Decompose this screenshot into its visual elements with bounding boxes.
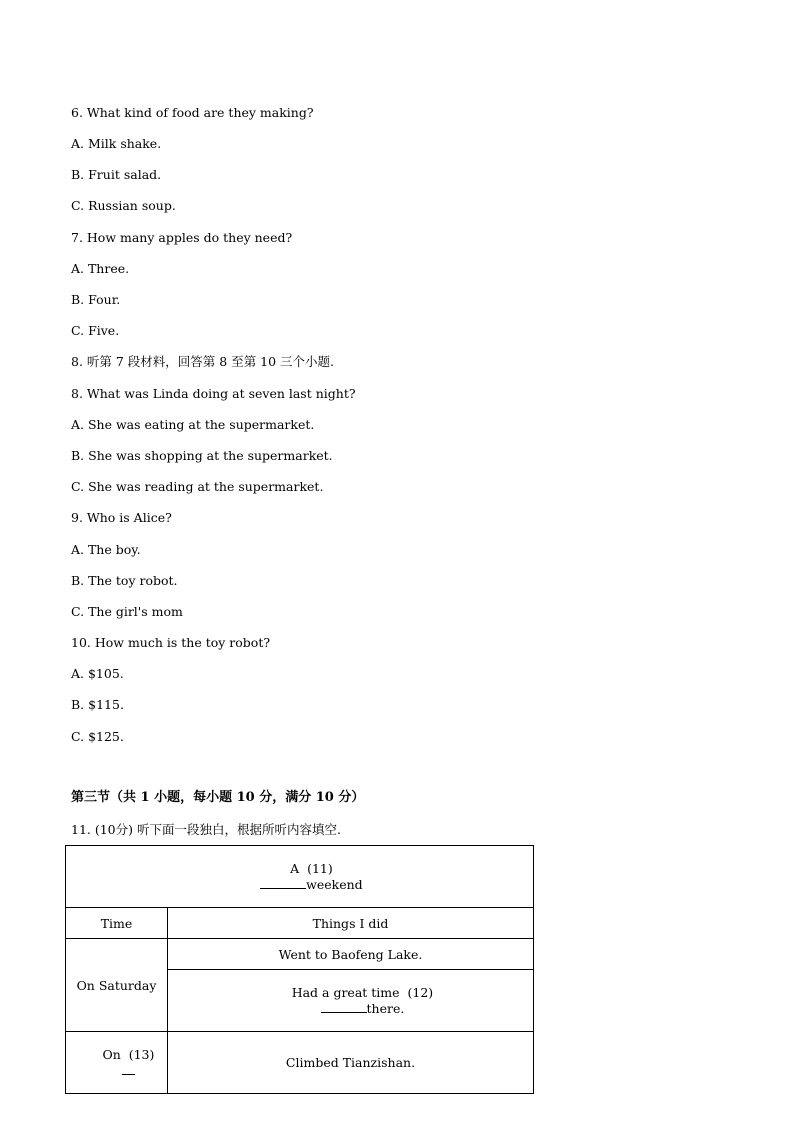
question-6-option-b: B. Fruit salad.	[71, 167, 162, 182]
question-10-option-a: A. $105.	[71, 666, 124, 681]
question-8-option-a: A. She was eating at the supermarket.	[71, 417, 315, 432]
question-6-option-a: A. Milk shake.	[71, 136, 162, 151]
question-9-stem: 9. Who is Alice?	[71, 510, 172, 525]
great-time-prefix: Had a great time (12)	[291, 985, 434, 1000]
question-8-option-c: C. She was reading at the supermarket.	[71, 479, 324, 494]
blank-13[interactable]	[122, 1062, 135, 1075]
column-header-things: Things I did	[168, 908, 534, 939]
question-7-stem: 7. How many apples do they need?	[71, 230, 293, 245]
question-10-option-b: B. $115.	[71, 697, 124, 712]
row-time-saturday: On Saturday	[66, 939, 168, 1032]
great-time-suffix: there.	[366, 1001, 405, 1016]
question-9-option-c: C. The girl's mom	[71, 604, 183, 619]
question-9-option-b: B. The toy robot.	[71, 573, 178, 588]
question-7-option-a: A. Three.	[71, 261, 130, 276]
question-11-instruction: 11. (10分) 听下面一段独白，根据所听内容填空.	[71, 822, 341, 837]
row-thing-tianzishan: Climbed Tianzishan.	[168, 1032, 534, 1094]
question-8-stem: 8. What was Linda doing at seven last night?	[71, 386, 356, 401]
listening-instruction: 8. 听第 7 段材料，回答第 8 至第 10 三个小题.	[71, 354, 335, 369]
row-thing-baofeng: Went to Baofeng Lake.	[168, 939, 534, 970]
blank-11[interactable]	[260, 876, 306, 889]
question-7-option-c: C. Five.	[71, 323, 120, 338]
question-7-option-b: B. Four.	[71, 292, 121, 307]
section-3-title: 第三节（共 1 小题，每小题 10 分，满分 10 分）	[71, 790, 365, 805]
table-title-cell	[66, 846, 534, 908]
question-9-option-a: A. The boy.	[71, 542, 141, 557]
question-10-option-c: C. $125.	[71, 729, 124, 744]
table-title-prefix: A (11)	[290, 861, 333, 876]
fill-in-table	[65, 845, 534, 1094]
question-8-option-b: B. She was shopping at the supermarket.	[71, 448, 333, 463]
row-time-13	[66, 1032, 168, 1094]
table-title-suffix: weekend	[306, 877, 363, 892]
column-header-time: Time	[66, 908, 168, 939]
question-6-stem: 6. What kind of food are they making?	[71, 105, 314, 120]
question-10-stem: 10. How much is the toy robot?	[71, 635, 271, 650]
question-6-option-c: C. Russian soup.	[71, 198, 176, 213]
row-thing-great-time	[168, 970, 534, 1032]
time-13-prefix: On (13)	[102, 1047, 155, 1062]
blank-12[interactable]	[321, 1000, 367, 1013]
